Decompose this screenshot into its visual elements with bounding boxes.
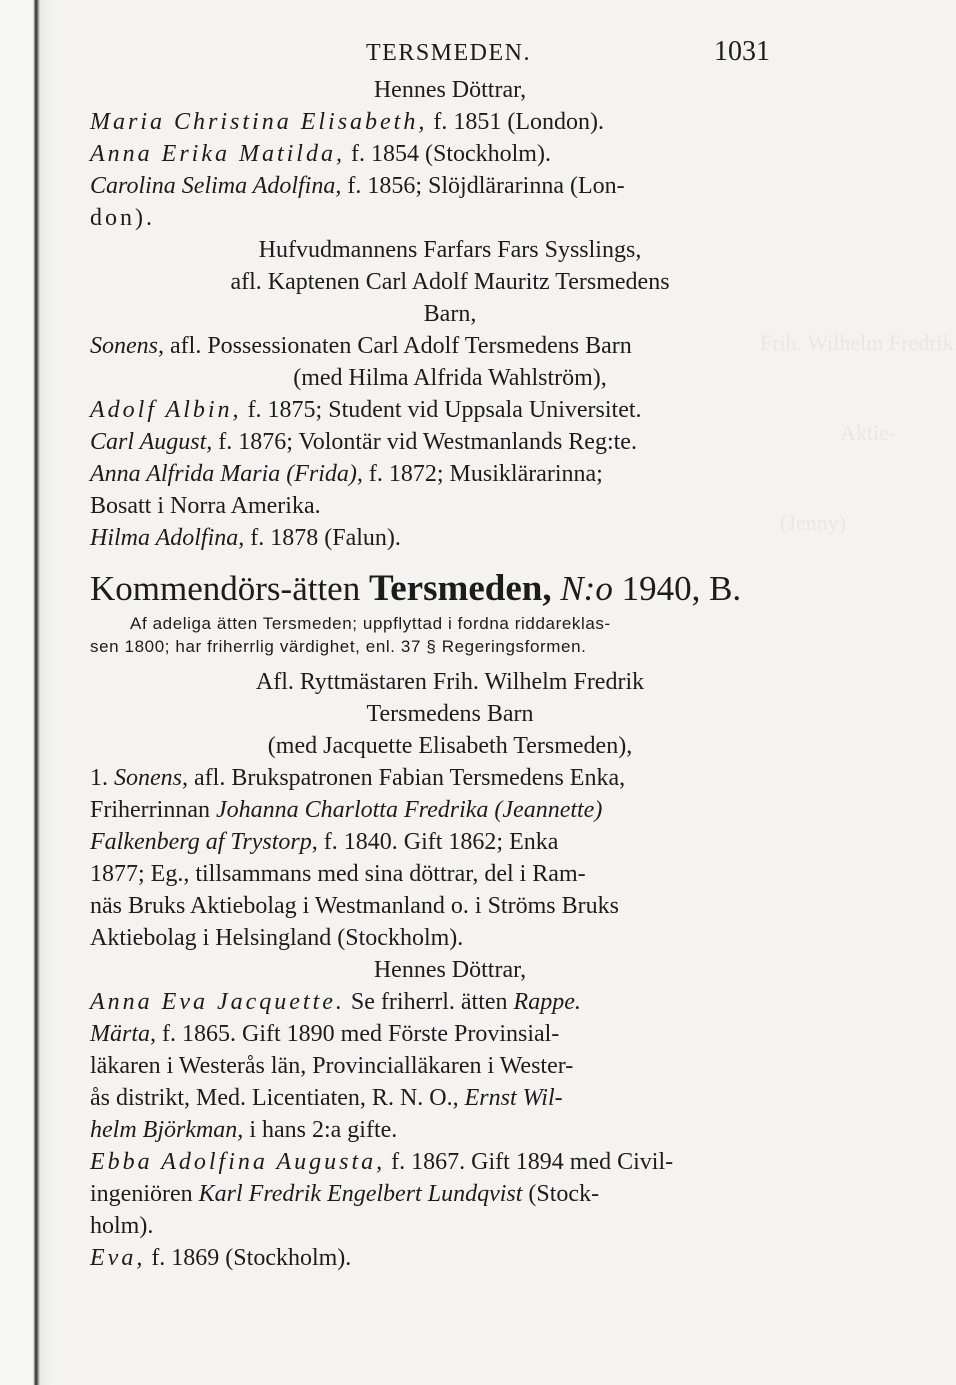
entry-line: Eva, f. 1869 (Stockholm). bbox=[90, 1245, 352, 1271]
section-title: Kommendörs-ätten Tersmeden, N:o 1940, B. bbox=[90, 568, 742, 609]
section-heading: Hufvudmannens Farfars Fars Sysslings, bbox=[258, 237, 642, 263]
entry-line: läkaren i Westerås län, Provincialläkaren i Wester- bbox=[90, 1053, 574, 1079]
entry-line: ingeniören Karl Fredrik Engelbert Lundqvist (Stock- bbox=[90, 1181, 600, 1207]
page-content bbox=[90, 36, 810, 1274]
entry-line: don). bbox=[90, 205, 155, 231]
section-heading: Barn, bbox=[423, 301, 477, 327]
entry-line: holm). bbox=[90, 1213, 154, 1239]
bleed-line: Aktie- bbox=[840, 420, 897, 445]
intro-text: sen 1800; har friherrlig värdighet, enl. 37 § Regeringsformen. bbox=[90, 637, 587, 656]
item-line: Falkenberg af Trystorp, f. 1840. Gift 1862; Enka bbox=[90, 829, 559, 855]
running-title: TERSMEDEN. bbox=[366, 40, 531, 66]
sonens-line: Sonens, afl. Possessionaten Carl Adolf Tersmedens Barn bbox=[90, 333, 632, 359]
entry-line: Carl August, f. 1876; Volontär vid Westmanlands Reg:te. bbox=[90, 429, 637, 455]
book-spine-edge bbox=[0, 0, 52, 1385]
entry-line: Anna Alfrida Maria (Frida), f. 1872; Musiklärarinna; bbox=[90, 461, 603, 487]
item-line: Friherrinnan Johanna Charlotta Fredrika (Jeannette) bbox=[90, 797, 603, 823]
entry-line: Ebba Adolfina Augusta, f. 1867. Gift 1894 med Civil- bbox=[90, 1149, 674, 1175]
entry-line: Märta, f. 1865. Gift 1890 med Förste Provinsial- bbox=[90, 1021, 560, 1047]
item-line: 1. Sonens, afl. Brukspatronen Fabian Tersmedens Enka, bbox=[90, 765, 626, 791]
entry-line: Bosatt i Norra Amerika. bbox=[90, 493, 321, 519]
item-line: Aktiebolag i Helsingland (Stockholm). bbox=[90, 925, 464, 951]
entry-line: Hilma Adolfina, f. 1878 (Falun). bbox=[90, 525, 401, 551]
entry-line: helm Björkman, i hans 2:a gifte. bbox=[90, 1117, 398, 1143]
entry-line: Maria Christina Elisabeth, f. 1851 (London). bbox=[90, 109, 604, 135]
bleed-line: (Jenny) bbox=[780, 510, 846, 535]
page-header bbox=[90, 36, 810, 74]
section-heading: afl. Kaptenen Carl Adolf Mauritz Tersmedens bbox=[230, 269, 670, 295]
entry-line: ås distrikt, Med. Licentiaten, R. N. O., Ernst Wil- bbox=[90, 1085, 563, 1111]
entry-line: Anna Erika Matilda, f. 1854 (Stockholm). bbox=[90, 141, 551, 167]
entry-line: Adolf Albin, f. 1875; Student vid Uppsala Universitet. bbox=[90, 397, 642, 423]
section-heading: Hennes Döttrar, bbox=[373, 957, 527, 983]
entry-line: Carolina Selima Adolfina, f. 1856; Slöjdlärarinna (Lon- bbox=[90, 173, 625, 199]
entry-line: Anna Eva Jacquette. Se friherrl. ätten Rappe. bbox=[90, 989, 581, 1015]
afl-heading: (med Jacquette Elisabeth Tersmeden), bbox=[267, 733, 633, 759]
item-line: 1877; Eg., tillsammans med sina döttrar, del i Ram- bbox=[90, 861, 586, 887]
page-number: 1031 bbox=[714, 36, 770, 67]
section-heading: Hennes Döttrar, bbox=[373, 77, 527, 103]
afl-heading: Tersmedens Barn bbox=[366, 701, 534, 727]
sonens-line: (med Hilma Alfrida Wahlström), bbox=[293, 365, 607, 391]
bleed-line: Frih. Wilhelm Fredrik bbox=[760, 330, 954, 355]
afl-heading: Afl. Ryttmästaren Frih. Wilhelm Fredrik bbox=[255, 669, 645, 695]
item-line: näs Bruks Aktiebolag i Westmanland o. i Ströms Bruks bbox=[90, 893, 619, 919]
intro-text: Af adeliga ätten Tersmeden; uppflyttad i fordna riddareklas- bbox=[130, 614, 611, 633]
